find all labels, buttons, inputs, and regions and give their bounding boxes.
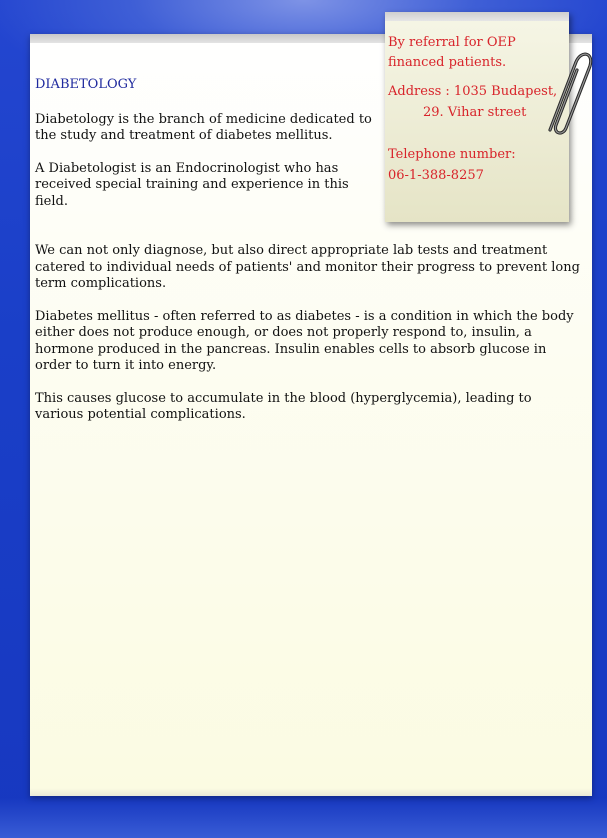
paperclip-icon xyxy=(536,44,596,144)
paragraph-definition: Diabetology is the branch of medicine dedicated to the study and treatment of diabetes mellitus. xyxy=(35,111,372,143)
paragraph-services: We can not only diagnose, but also direct appropriate lab tests and treatment catered to individual needs of patients' and monitor their progress to prevent long term complications. xyxy=(35,243,580,291)
paragraph-complications: This causes glucose to accumulate in the blood (hyperglycemia), leading to various potential complications. xyxy=(35,390,532,422)
phone-number: 06-1-388-8257 xyxy=(388,168,484,183)
paper-bottom-edge xyxy=(30,788,592,796)
address-line-1: Address : 1035 Budapest, xyxy=(388,84,558,99)
phone-label: Telephone number: xyxy=(388,147,516,162)
page-title: DIABETOLOGY xyxy=(35,77,137,92)
paragraph-diabetes: Diabetes mellitus - often referred to as diabetes - is a condition in which the body either does not produce enough, or does not properly respond to, insulin, a hormone produced in the pancreas. Insulin enables cells to absorb glucose in order to turn it into energy. xyxy=(35,308,574,373)
background-glow xyxy=(0,798,607,838)
address-line-2: 29. Vihar street xyxy=(423,105,527,120)
referral-text: By referral for OEP financed patients. xyxy=(388,35,516,70)
note-top-edge xyxy=(385,12,569,21)
paragraph-diabetologist: A Diabetologist is an Endocrinologist who has received special training and experience in this field. xyxy=(35,160,349,209)
